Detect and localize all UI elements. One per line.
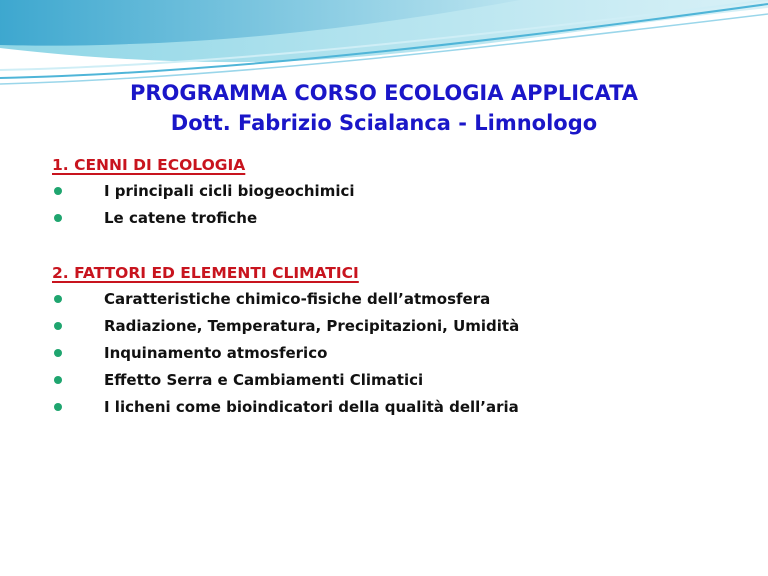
list-item [52, 313, 752, 340]
list-item-label: Caratteristiche chimico-fisiche dell’atmosfera [104, 290, 491, 308]
list-item-label: Radiazione, Temperatura, Precipitazioni, Umidità [104, 317, 520, 335]
bullet-icon [54, 403, 62, 411]
list-item [52, 205, 752, 232]
course-program [52, 152, 752, 421]
list-item-label: I principali cicli biogeochimici [104, 182, 355, 200]
section-ecology [52, 152, 752, 232]
list-item [52, 178, 752, 205]
topic-list [52, 286, 752, 421]
topic-list [52, 178, 752, 232]
bullet-icon [54, 214, 62, 222]
section-heading: 2. FATTORI ED ELEMENTI CLIMATICI [52, 264, 359, 282]
slide-title [0, 78, 768, 138]
bullet-icon [54, 322, 62, 330]
bullet-icon [54, 376, 62, 384]
bullet-icon [54, 295, 62, 303]
list-item [52, 286, 752, 313]
list-item [52, 340, 752, 367]
section-heading: 1. CENNI DI ECOLOGIA [52, 156, 246, 174]
section-climate [52, 260, 752, 421]
bullet-icon [54, 349, 62, 357]
course-title: PROGRAMMA CORSO ECOLOGIA APPLICATA [129, 81, 639, 105]
list-item-label: Le catene trofiche [104, 209, 258, 227]
wave-banner [0, 0, 768, 90]
lecturer-name: Dott. Fabrizio Scialanca - Limnologo [170, 111, 598, 135]
list-item-label: Inquinamento atmosferico [104, 344, 328, 362]
list-item-label: I licheni come bioindicatori della qualità dell’aria [104, 398, 519, 416]
bullet-icon [54, 187, 62, 195]
list-item [52, 394, 752, 421]
list-item [52, 367, 752, 394]
list-item-label: Effetto Serra e Cambiamenti Climatici [104, 371, 424, 389]
